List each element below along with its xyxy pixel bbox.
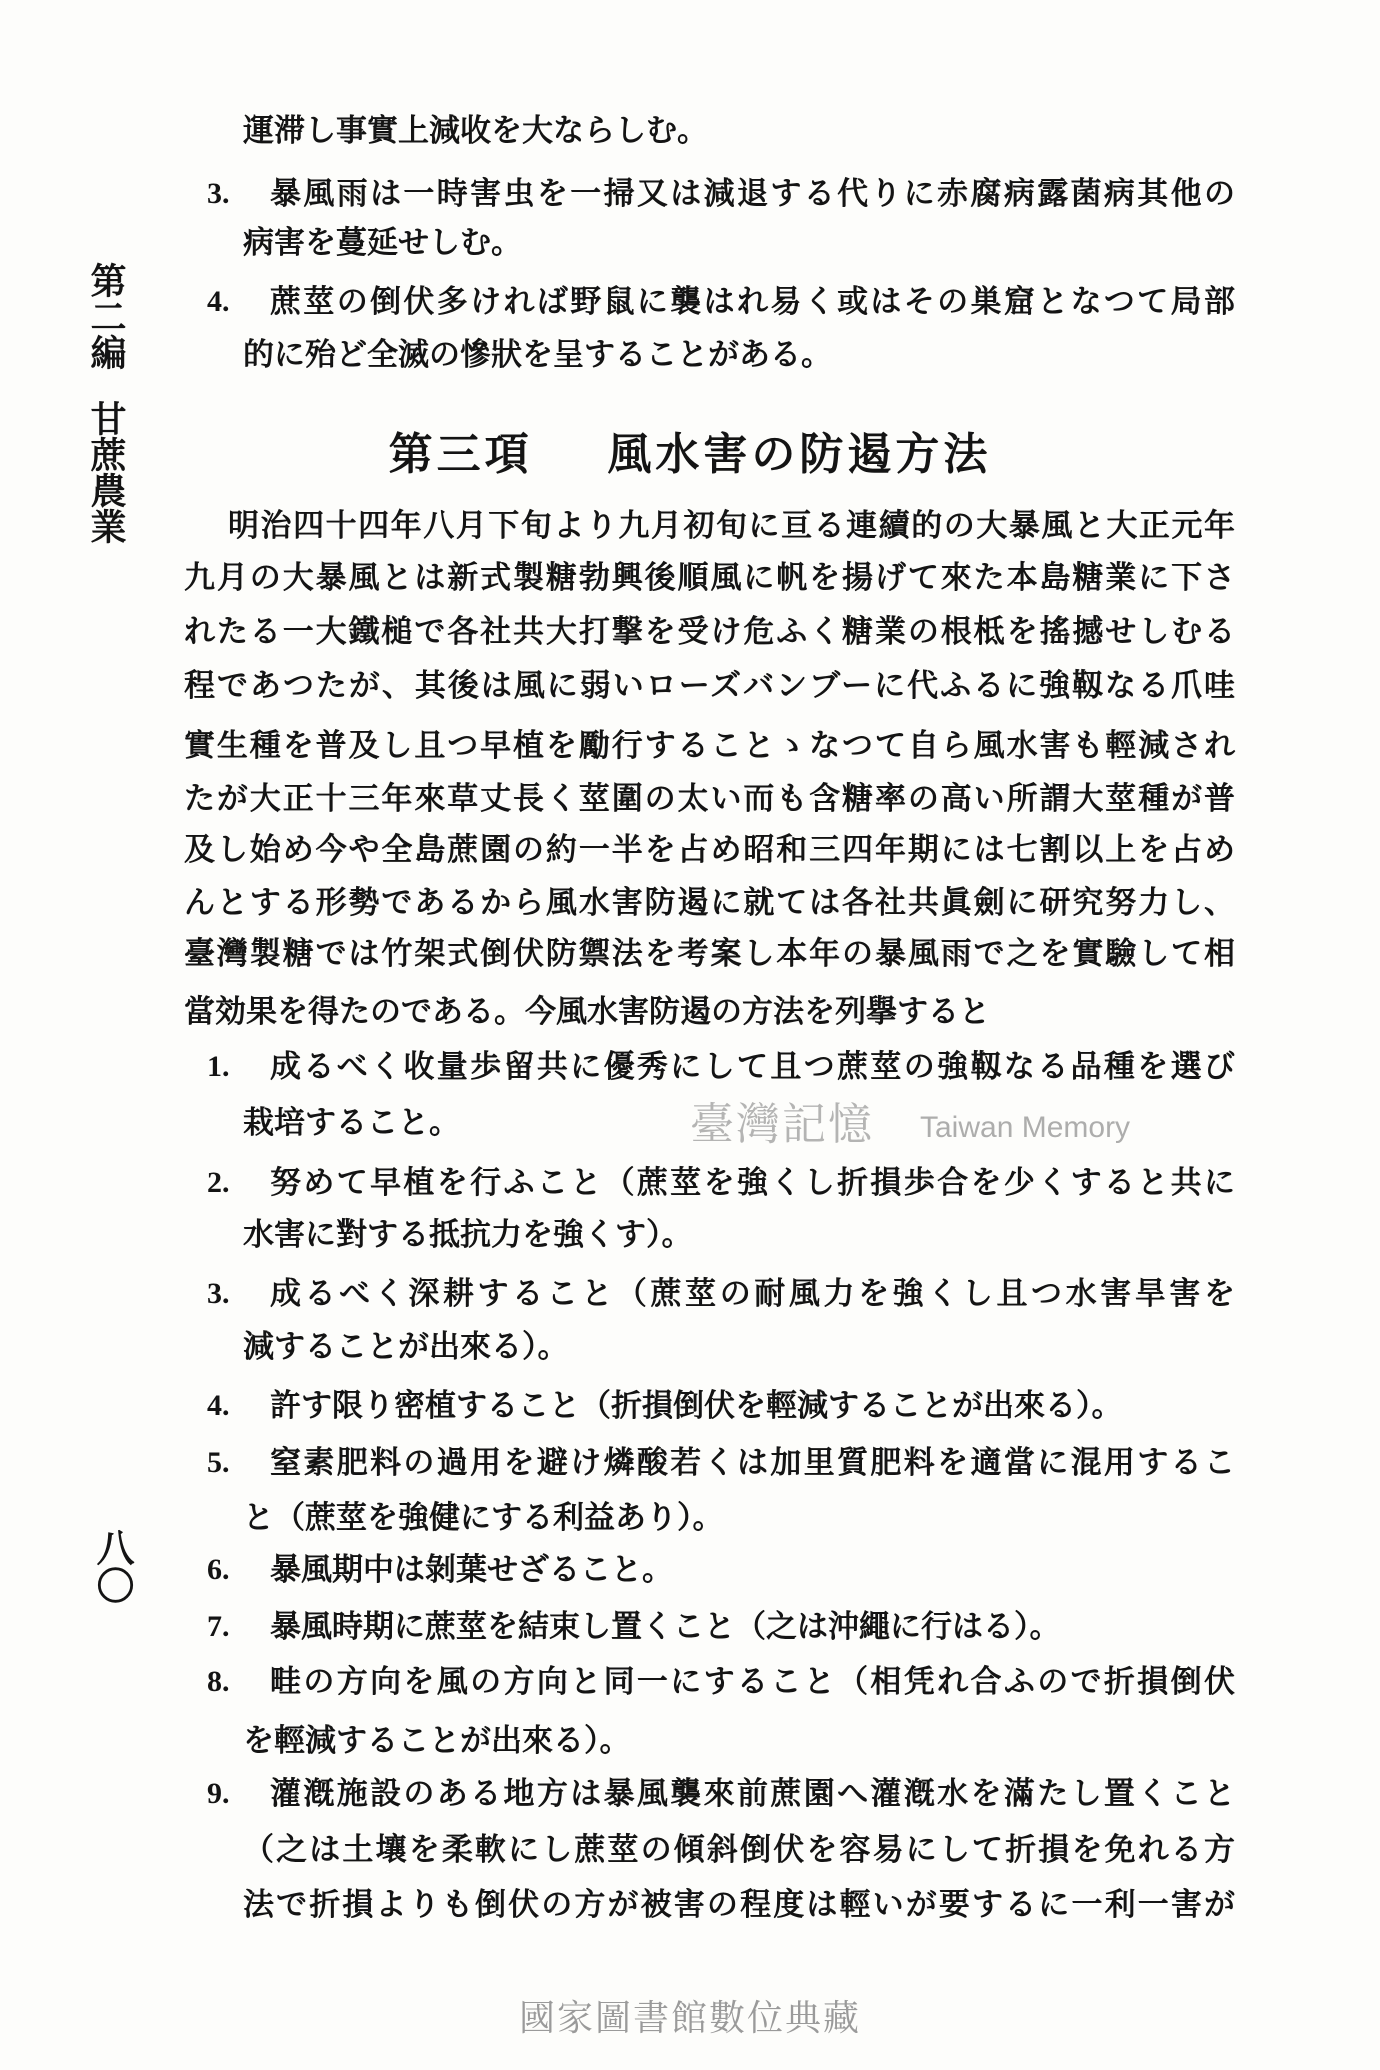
text-line: を輕減することが出來る）。 bbox=[243, 1723, 631, 1759]
page-number: 八〇 bbox=[90, 1528, 135, 1604]
text-line: と（蔗莖を強健にする利益あり）。 bbox=[243, 1500, 724, 1536]
list-number: 2. bbox=[207, 1166, 230, 1199]
text-line: （之は土壤を柔軟にし蔗莖の傾斜倒伏を容易にして折損を免れる方 bbox=[243, 1832, 1235, 1868]
text-line: 水害に對する抵抗力を強くす）。 bbox=[243, 1217, 693, 1253]
library-footer: 國家圖書館數位典藏 bbox=[518, 1998, 861, 2039]
text-line: たが大正十三年來草丈長く莖圍の太い而も含糖率の高い所謂大莖種が普 bbox=[184, 781, 1235, 817]
list-number: 4. bbox=[207, 285, 230, 318]
text-line: 畦の方向を風の方向と同一にすること（相凭れ合ふので折損倒伏 bbox=[270, 1664, 1235, 1700]
text-line: 成るべく深耕すること（蔗莖の耐風力を強くし且つ水害旱害を bbox=[270, 1276, 1235, 1312]
section-number: 第三項 bbox=[388, 429, 533, 480]
text-line: 運滞し事實上減收を大ならしむ。 bbox=[243, 113, 708, 149]
list-number: 9. bbox=[207, 1777, 230, 1810]
text-line: 九月の大暴風とは新式製糖勃興後順風に帆を揚げて來た本島糖業に下さ bbox=[184, 560, 1235, 596]
text-line: 窒素肥料の過用を避け燐酸若くは加里質肥料を適當に混用するこ bbox=[270, 1445, 1235, 1481]
section-heading bbox=[0, 418, 1380, 482]
text-line: 實生種を普及し且つ早植を勵行することゝなつて自ら風水害も輕減され bbox=[184, 728, 1235, 764]
list-number: 3. bbox=[207, 1277, 230, 1310]
list-number: 6. bbox=[207, 1553, 230, 1586]
text-line: 及し始め今や全島蔗園の約一半を占め昭和三四年期には七割以上を占め bbox=[184, 832, 1235, 868]
section-title: 風水害の防遏方法 bbox=[607, 429, 992, 480]
list-number: 7. bbox=[207, 1610, 230, 1643]
text-line: 當効果を得たのである。今風水害防遏の方法を列擧すると bbox=[184, 994, 990, 1030]
taiwan-memory-watermark-text: Taiwan Memory bbox=[920, 1111, 1131, 1144]
text-line: 蔗莖の倒伏多ければ野鼠に襲はれ易く或はその巣窟となつて局部 bbox=[270, 284, 1235, 320]
text-line: 暴風時期に蔗莖を結束し置くこと（之は沖繩に行はる）。 bbox=[270, 1609, 1061, 1645]
text-line: 減することが出來る）。 bbox=[243, 1329, 569, 1365]
chapter-label: 甘蔗農業 bbox=[85, 400, 127, 544]
text-line: 暴風雨は一時害虫を一掃又は減退する代りに赤腐病露菌病其他の bbox=[270, 176, 1235, 212]
text-line: 程であつたが、其後は風に弱いローズバンブーに代ふるに強靱なる爪哇 bbox=[184, 668, 1235, 704]
text-line: んとする形勢であるから風水害防遏に就ては各社共眞劍に研究努力し、 bbox=[184, 885, 1235, 921]
text-line: 努めて早植を行ふこと（蔗莖を強くし折損歩合を少くすると共に bbox=[270, 1165, 1235, 1201]
text-line: 灌漑施設のある地方は暴風襲來前蔗園へ灌漑水を滿たし置くこと bbox=[270, 1776, 1235, 1812]
text-line: 暴風期中は剝葉せざること。 bbox=[270, 1552, 673, 1588]
text-line: 成るべく收量歩留共に優秀にして且つ蔗莖の強靱なる品種を選び bbox=[270, 1049, 1235, 1085]
list-number: 4. bbox=[207, 1389, 230, 1422]
text-line: 栽培すること。 bbox=[243, 1105, 460, 1141]
part-label: 第二編 bbox=[85, 262, 127, 370]
text-line: 臺灣製糖では竹架式倒伏防禦法を考案し本年の暴風雨で之を實驗して相 bbox=[184, 936, 1235, 972]
text-line: 法で折損よりも倒伏の方が被害の程度は輕いが要するに一利一害が bbox=[243, 1887, 1235, 1923]
text-line: 的に殆ど全滅の慘狀を呈することがある。 bbox=[243, 337, 832, 373]
list-number: 1. bbox=[207, 1050, 230, 1083]
list-number: 8. bbox=[207, 1665, 230, 1698]
text-line: 明治四十四年八月下旬より九月初旬に亘る連續的の大暴風と大正元年 bbox=[228, 508, 1235, 544]
list-number: 3. bbox=[207, 177, 230, 210]
taiwan-memory-watermark-logo: 臺灣記憶 bbox=[690, 1099, 874, 1150]
text-line: 病害を蔓延せしむ。 bbox=[243, 225, 522, 261]
text-line: れたる一大鐵槌で各社共大打撃を受け危ふく糖業の根柢を搖撼せしむる bbox=[184, 614, 1235, 650]
text-line: 許す限り密植すること（折損倒伏を輕減することが出來る）。 bbox=[270, 1388, 1123, 1424]
list-number: 5. bbox=[207, 1446, 230, 1479]
running-header-vertical bbox=[84, 262, 128, 544]
